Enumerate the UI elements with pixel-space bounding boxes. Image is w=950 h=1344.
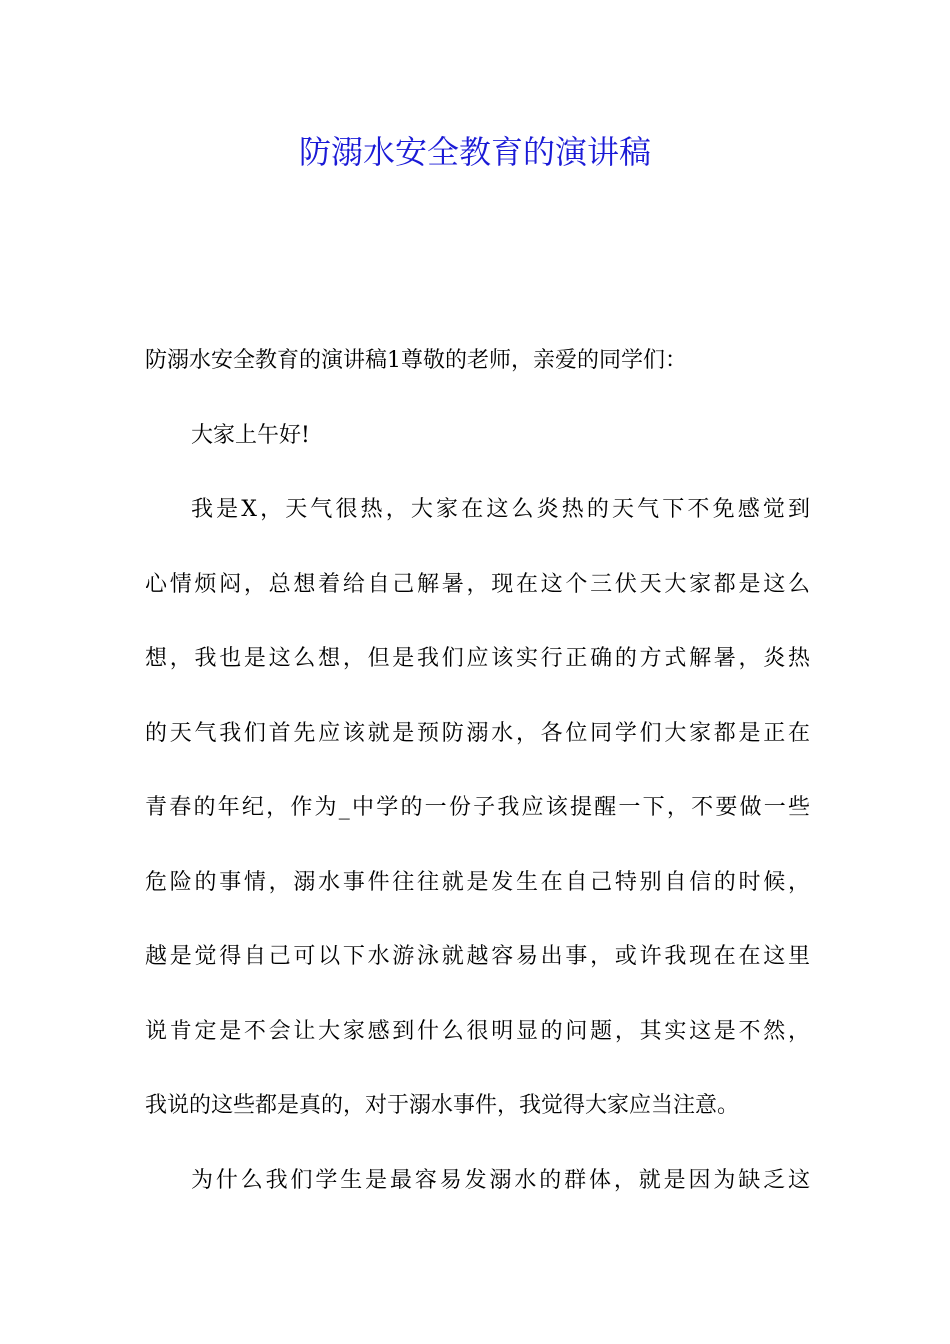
paragraph-line: 我说的这些都是真的，对于溺水事件，我觉得大家应当注意。 xyxy=(145,1093,740,1118)
paragraph-line: 为什么我们学生是最容易发溺水的群体，就是因为缺乏这 xyxy=(191,1167,810,1193)
paragraph-line: 的天气我们首先应该就是预防溺水，各位同学们大家都是正在 xyxy=(145,720,810,746)
paragraph-line: 防溺水安全教育的演讲稿1尊敬的老师，亲爱的同学们： xyxy=(145,348,687,373)
paragraph-line: 想，我也是这么想，但是我们应该实行正确的方式解暑，炎热 xyxy=(145,646,810,671)
paragraph-line: 青春的年纪，作为_中学的一份子我应该提醒一下，不要做一些 xyxy=(145,795,810,820)
document-title: 防溺水安全教育的演讲稿 xyxy=(298,133,651,171)
paragraph-line: 说肯定是不会让大家感到什么很明显的问题，其实这是不然， xyxy=(145,1018,810,1044)
paragraph-line: 大家上午好! xyxy=(191,422,310,448)
paragraph-line: 我是X，天气很热，大家在这么炎热的天气下不免感觉到 xyxy=(191,497,810,522)
paragraph-line: 越是觉得自己可以下水游泳就越容易出事，或许我现在在这里 xyxy=(145,944,810,969)
paragraph-line: 心情烦闷，总想着给自己解暑，现在这个三伏天大家都是这么 xyxy=(145,571,810,597)
paragraph-line: 危险的事情，溺水事件往往就是发生在自己特别自信的时候， xyxy=(145,869,810,895)
document-body xyxy=(145,336,810,1230)
